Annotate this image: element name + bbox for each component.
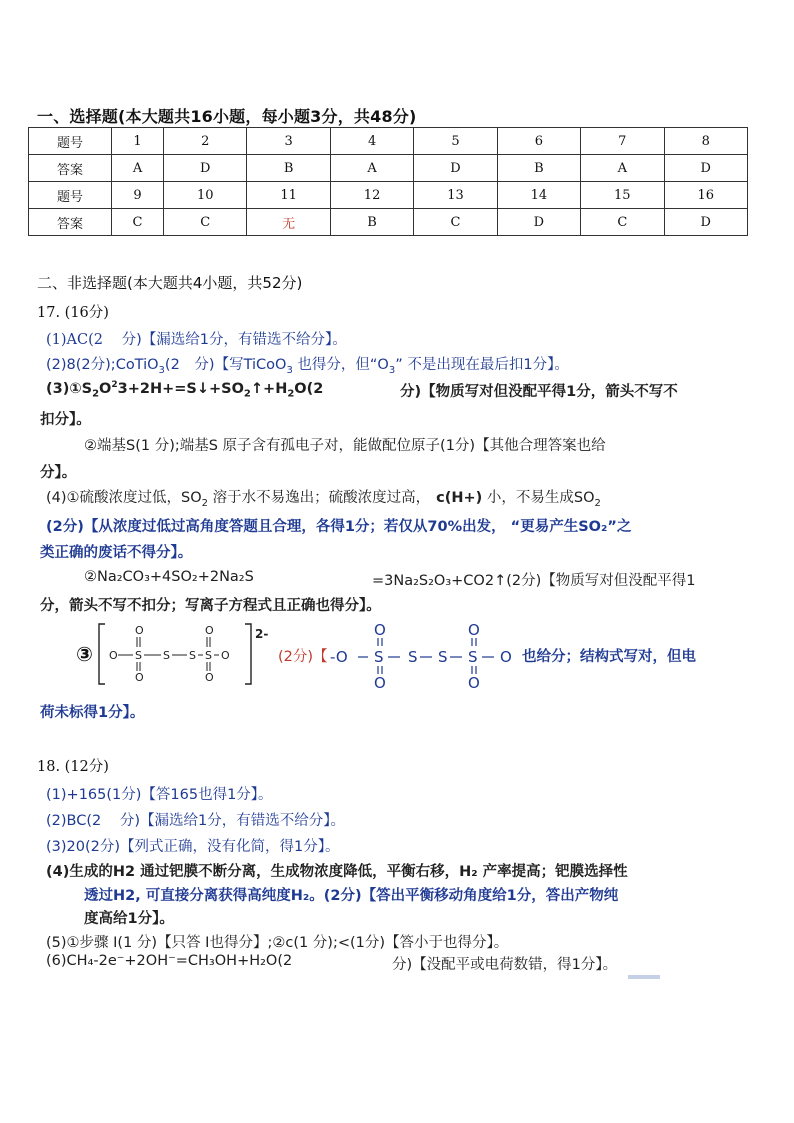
left-bracket bbox=[99, 624, 105, 684]
q17-3-d: 2 bbox=[111, 380, 118, 390]
table-cell: 12 bbox=[330, 182, 413, 209]
struct-atom: O bbox=[205, 624, 214, 637]
table-row bbox=[29, 128, 748, 155]
table-cell: 5 bbox=[414, 128, 497, 155]
q17-2-h: ” 不是出现在最后扣1分】。 bbox=[395, 357, 569, 373]
table-cell: D bbox=[664, 155, 748, 182]
table-cell: 15 bbox=[581, 182, 664, 209]
table-cell: D bbox=[164, 155, 247, 182]
table-cell: C bbox=[112, 209, 164, 236]
struct-charge: 2- bbox=[255, 627, 269, 641]
q17-line-7 bbox=[46, 486, 601, 509]
table-cell: 8 bbox=[664, 128, 748, 155]
struct2-atom: S bbox=[438, 648, 448, 666]
table-cell: A bbox=[112, 155, 164, 182]
table-row bbox=[29, 155, 748, 182]
q17-line-11: 分，箭头不写不扣分；写离子方程式且正确也得分】。 bbox=[40, 598, 381, 614]
q17-12-pts: (2分)【 bbox=[278, 649, 328, 665]
q17-line-4: 扣分】。 bbox=[40, 412, 91, 428]
q17-heading: 17. (16分) bbox=[37, 305, 109, 321]
struct2-atom: S bbox=[468, 648, 478, 666]
q17-line-1 bbox=[46, 328, 347, 349]
q17-10-a: ②Na₂CO₃+4SO₂+2Na₂S bbox=[84, 569, 254, 585]
table-cell: A bbox=[330, 155, 413, 182]
q17-10-b: =3Na₂S₂O₃+CO2↑(2分)【物质写对但没配平得1 bbox=[372, 573, 696, 589]
table-cell: D bbox=[414, 155, 497, 182]
q17-7-d: c(H+) bbox=[436, 490, 483, 506]
table-cell: 3 bbox=[247, 128, 330, 155]
struct-atom: S bbox=[135, 649, 142, 662]
q18-line-2 bbox=[46, 809, 345, 830]
struct-atom: S bbox=[189, 649, 196, 662]
table-row bbox=[29, 182, 748, 209]
row-label: 答案 bbox=[29, 155, 112, 182]
table-cell: B bbox=[330, 209, 413, 236]
q18-line-7: (5)①步骤 I(1 分)【只答 I也得分】;②c(1 分);<(1分)【答小于也得分】。 bbox=[46, 935, 509, 951]
q17-3-c: O bbox=[99, 380, 112, 397]
q17-2-b: 3 bbox=[158, 364, 165, 376]
q17-3-a: (3)①S bbox=[46, 380, 93, 397]
q17-7-b: 2 bbox=[201, 497, 209, 509]
q17-3rd-points bbox=[278, 645, 328, 666]
q17-line-2 bbox=[46, 353, 569, 376]
table-cell: 16 bbox=[664, 182, 748, 209]
table-cell: B bbox=[247, 155, 330, 182]
table-cell: 11 bbox=[247, 182, 330, 209]
q18-8-b: 分)【没配平或电荷数错，得1分】。 bbox=[392, 957, 618, 973]
q17-3-e: 3+2H+=S↓+SO bbox=[117, 380, 244, 397]
table-cell: 6 bbox=[497, 128, 580, 155]
q18-2-b: 分)【漏选给1分，有错选不给分】。 bbox=[119, 813, 345, 829]
q17-3-g: ↑+H bbox=[250, 380, 288, 397]
q17-7-a: (4)①硫酸浓度过低，SO bbox=[46, 490, 202, 506]
struct2-atom: O bbox=[374, 674, 386, 692]
q17-7-e: 小，不易生成SO bbox=[482, 490, 595, 506]
q17-line-5: ②端基S(1 分);端基S 原子含有孤电子对，能做配位原子(1分)【其他合理答案也给 bbox=[84, 438, 606, 454]
struct-atom: S bbox=[205, 649, 212, 662]
q17-line-13: 荷未标得1分】。 bbox=[40, 705, 145, 721]
table-row bbox=[29, 209, 748, 236]
row-label: 题号 bbox=[29, 128, 112, 155]
table-cell: 2 bbox=[164, 128, 247, 155]
q17-line-3 bbox=[46, 380, 323, 400]
q17-2-a: (2)8(2分);CoTiO bbox=[46, 357, 159, 373]
q17-line-8: (2分)【从浓度过低过高角度答题且合理，各得1分；若仅从70%出发， “更易产生SO₂”之 bbox=[46, 519, 632, 535]
q18-line-6: 度高给1分】。 bbox=[84, 911, 174, 927]
struct2-atom: -O bbox=[330, 648, 348, 666]
struct2-atom: S bbox=[374, 648, 384, 666]
struct-atom: O bbox=[135, 624, 144, 637]
table-cell: D bbox=[497, 209, 580, 236]
q17-3-f: 2 bbox=[243, 388, 251, 400]
table-cell: 4 bbox=[330, 128, 413, 155]
q17-2-g: 3 bbox=[388, 364, 396, 376]
q17-1-answer: (1)AC(2 bbox=[46, 332, 103, 348]
table-cell: D bbox=[664, 209, 748, 236]
table-cell: A bbox=[581, 155, 664, 182]
section1-title: 一、选择题(本大题共16小题，每小题3分，共48分) bbox=[37, 107, 417, 126]
row-label: 答案 bbox=[29, 209, 112, 236]
q17-3-note: 分)【物质写对但没配平得1分，箭头不写不 bbox=[400, 384, 678, 400]
q17-3-b: 2 bbox=[92, 388, 100, 400]
struct2-atom: O bbox=[468, 674, 480, 692]
table-cell: 7 bbox=[581, 128, 664, 155]
table-cell: B bbox=[497, 155, 580, 182]
table-cell: 1 bbox=[112, 128, 164, 155]
row-label: 题号 bbox=[29, 182, 112, 209]
q17-line-10 bbox=[84, 569, 254, 585]
q18-8-a: (6)CH₄-2e⁻+2OH⁻=CH₃OH+H₂O(2 bbox=[46, 953, 293, 969]
q17-3-i: O(2 bbox=[294, 380, 324, 397]
q17-1-note: 分)【漏选给1分，有错选不给分】。 bbox=[121, 332, 347, 348]
q17-7-f: 2 bbox=[594, 497, 601, 509]
struct-atom: O bbox=[221, 649, 230, 662]
q17-3rd-marker: ③ bbox=[76, 642, 93, 666]
thiosulfate-inline-structure bbox=[330, 620, 520, 692]
table-cell: 9 bbox=[112, 182, 164, 209]
struct-atom: S bbox=[163, 649, 170, 662]
q18-2-a: (2)BC(2 bbox=[46, 813, 102, 829]
q18-line-3: (3)20(2分)【列式正确，没有化简，得1分】。 bbox=[46, 839, 340, 855]
struct-atom: O bbox=[205, 671, 214, 684]
q17-7-c: 溶于水不易逸出；硫酸浓度过高， bbox=[208, 490, 431, 506]
table-cell: 14 bbox=[497, 182, 580, 209]
struct2-atom: S bbox=[408, 648, 418, 666]
answer-table bbox=[28, 127, 748, 236]
struct2-atom: O bbox=[374, 621, 386, 639]
q18-line-1: (1)+165(1分)【答165也得1分】。 bbox=[46, 787, 273, 803]
struct2-atom: O bbox=[500, 648, 512, 666]
q17-2-e: 3 bbox=[286, 364, 293, 376]
q17-3-h: 2 bbox=[287, 388, 295, 400]
table-cell: C bbox=[581, 209, 664, 236]
q17-line-9: 类正确的废话不得分】。 bbox=[40, 545, 193, 561]
struct2-atom: O bbox=[468, 621, 480, 639]
table-cell: C bbox=[164, 209, 247, 236]
q17-2-d: 分)【写TiCoO bbox=[194, 357, 287, 373]
q17-2-f: 也得分，但“O bbox=[292, 357, 389, 373]
right-bracket bbox=[245, 624, 251, 684]
table-cell: 10 bbox=[164, 182, 247, 209]
section2-title: 二、非选择题(本大题共4小题，共52分) bbox=[37, 274, 303, 292]
scan-smudge bbox=[628, 975, 660, 979]
thiosulfate-bracket-structure bbox=[95, 618, 275, 690]
table-cell: 13 bbox=[414, 182, 497, 209]
q18-line-5: 透过H2, 可直接分离获得高纯度H₂。(2分)【答出平衡移动角度给1分，答出产物纯 bbox=[84, 888, 619, 904]
table-cell: C bbox=[414, 209, 497, 236]
q18-line-8 bbox=[46, 953, 292, 969]
struct-atom: O bbox=[135, 671, 144, 684]
q17-line-6: 分】。 bbox=[40, 465, 77, 481]
struct-atom: O bbox=[109, 649, 118, 662]
q17-3rd-tail: 也给分；结构式写对，但电 bbox=[522, 649, 696, 665]
q17-2-c: (2 bbox=[164, 357, 180, 373]
q18-heading: 18. (12分) bbox=[37, 759, 109, 775]
q18-line-4: (4)生成的H2 通过钯膜不断分离，生成物浓度降低，平衡右移，H₂ 产率提高；钯膜选择性 bbox=[46, 864, 628, 880]
table-cell: 无 bbox=[247, 209, 330, 236]
